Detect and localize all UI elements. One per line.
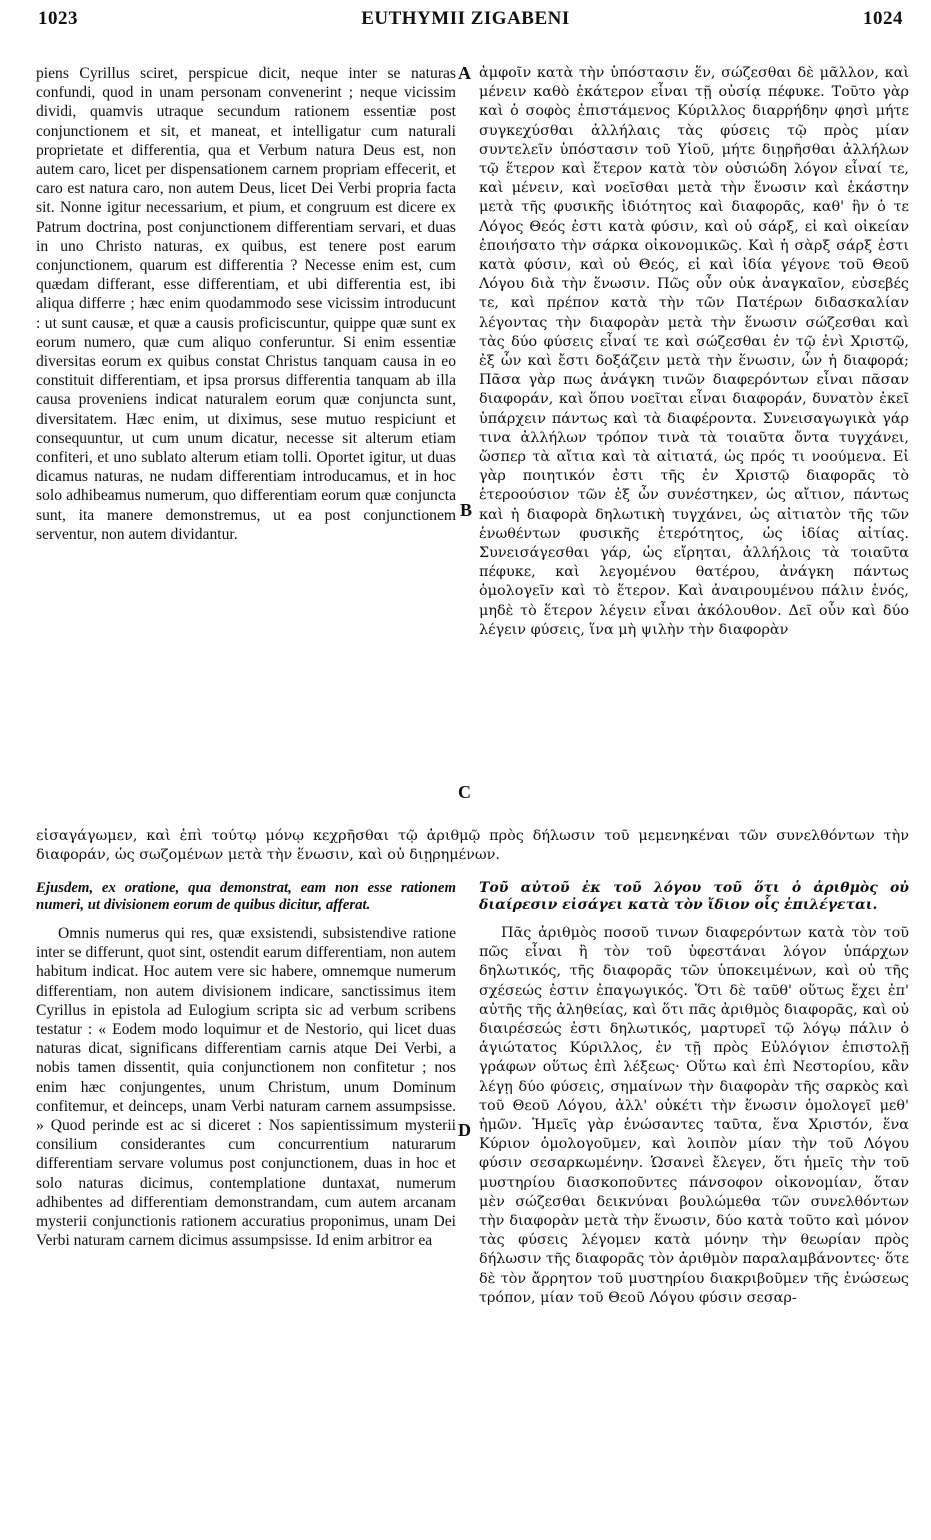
latin-column-bottom (36, 880, 456, 1530)
greek-text-top: ἀμφοῖν κατὰ τὴν ὑπόστασιν ἕν, σώζεσθαι δὲ μᾶλλον, καὶ μένειν καθὸ ἑκάτερον εἶναι τῇ οὐσίᾳ πέφυκε. Τοῦτο γὰρ καὶ ὁ σοφὸς ἐπιστάμενος Κύριλλος διαρρήδην φησὶ μήτε συγκεχύσθαι ἀλλήλαις τὰς φύσεις τῷ πρὸς μίαν συντελεῖν ὑπόστασιν τοῦ Υἱοῦ, μήτε διῃρῆσθαι ἀλλήλων τῷ ἕτερον καὶ ἕτερον κατὰ τὸν οὐσιώδη λόγον εἶναί τε, καὶ μένειν, καὶ νοεῖσθαι μετὰ τὴν ἕνωσιν καὶ ἑκάστην μετὰ τῆς φυσικῆς ἰδιότητος καὶ διαφορᾶς, καθ' ἣν ὁ τε Λόγος Θεός ἐστι κατὰ φύσιν, καὶ οὐ σάρξ, εἰ καὶ οἰκείαν ἐποιήσατο τὴν σάρκα οἰκονομικῶς. Καὶ ἡ σὰρξ σάρξ ἐστι κατὰ φύσιν, καὶ οὐ Θεός, εἰ καὶ ἰδία γέγονε τοῦ Θεοῦ Λόγου διὰ τὴν ἕνωσιν. Πῶς οὖν οὐκ ἀναγκαῖον, εὐσεβές τε, καὶ πρέπον κατὰ τὴν τῶν Πατέρων διδασκαλίαν λέγοντας τὴν διαφορὰν μετὰ τὴν ἕνωσιν σώζεσθαι καὶ τὰς δύο φύσεις εἶναί τε καὶ σώζεσθαι ἐν τῷ ἑνὶ Χριστῷ, ἐξ ὧν καὶ ἔστι δοξάζειν μετὰ τὴν ἕνωσιν, ὧν ἡ διαφορά; Πᾶσα γὰρ πως ἀνάγκη τινῶν διαφερόντων εἶναι πᾶσαν διαφοράν, καὶ ὅπου νοεῖται εἶναι διαφοράν, δυνατὸν ἐκεῖ ὑπάρχειν πάντως καὶ τὰ διαφέροντα. Συνεισαγωγικὰ γάρ τινα ἀλλήλων τρόπον τινὰ τὰ τοιαῦτα ὄντα τυγχάνει, ὥσπερ τὰ αἴτια καὶ τὰ αἰτιατά, ὡς πρός τι νοούμενα. Εἰ γὰρ ποιητικόν ἐστι τῆς ἐν Χριστῷ διαφορᾶς τὸ ἑτεροούσιον τῶν ἐξ ὧν συνέστηκεν, ὡς αἴτιον, πάντως καὶ ἡ διαφορὰ δηλωτικὴ τυγχάνει, ὡς αἰτιατὸν τῆς τῶν ἑνωθέντων φυσικῆς ἑτερότητος, ὡς ἰδίας αἰτίας. Συνεισάγεσθαι γάρ, ὡς εἴρηται, ἀλλήλοις τὰ τοιαῦτα πέφυκε, καὶ λεγομένου θατέρου, ἀνάγκη πάντως ὁμολογεῖν καὶ τὸ ἕτερον. Καὶ ἀναιρουμένου πάλιν ἑνός, μηδὲ τὸ ἕτερον λέγειν εἶναι ἀκόλουθον. Δεῖ οὖν καὶ δύο λέγειν φύσεις, ἵνα μὴ ψιλὴν τὴν διαφορὰν (479, 65, 909, 638)
greek-spanning-text: εἰσαγάγωμεν, καὶ ἐπὶ τούτῳ μόνῳ κεχρῆσθαι τῷ ἀριθμῷ πρὸς δήλωσιν τοῦ μεμενηκέναι τῶν συνελθόντων τὴν διαφοράν, ὡς σωζομένων μετὰ τὴν ἕνωσιν, καὶ οὐ διῃρημένων. (36, 828, 909, 864)
page-number-left: 1023 (38, 8, 78, 29)
page-number-right: 1024 (863, 8, 903, 29)
greek-text-bottom: Πᾶς ἀριθμὸς ποσοῦ τινων διαφερόντων κατὰ τὸν τοῦ πῶς εἶναι ἢ τὸν τοῦ ὑφεστάναι λόγον ὑπάρχων δηλωτικός, τῆς διαφορᾶς τῶν ὑποκειμένων, καὶ οὐ τῆς σχέσεώς ἐστιν ἐπαγωγικός. Ὅτι δὲ ταῦθ' οὕτως ἔχει ἐπ' αὐτῆς τῆς ἀληθείας, καὶ ὅτι πᾶς ἀριθμὸς διαφορᾶς, καὶ οὐ διαιρέσεώς ἐστι δηλωτικός, μαρτυρεῖ τῷ λόγῳ πάλιν ὁ ἁγιώτατος Κύριλλος, ἐν τῇ πρὸς Εὐλόγιον ἐπιστολῇ γράφων οὕτως ἐπὶ λέξεως· Οὕτω καὶ ἐπὶ Νεστορίου, κἂν λέγῃ δύο φύσεις, σημαίνων τὴν διαφορὰν τῆς σαρκὸς καὶ τοῦ Θεοῦ Λόγου, ἀλλ' οὐκέτι τὴν ἕνωσιν ὁμολογεῖ μεθ' ἡμῶν. Ἡμεῖς γὰρ ἑνώσαντες ταῦτα, ἕνα Χριστόν, ἕνα Κύριον ὁμολογοῦμεν, καὶ λοιπὸν μίαν τὴν τοῦ Λόγου φύσιν σεσαρκωμένην. Ὡσανεὶ ἔλεγεν, ὅτι ἡμεῖς τὴν τοῦ μυστηρίου διασκοποῦντες πάνσοφον οἰκονομίαν, ὅταν μὲν σώζεσθαι δεικνύναι βουλώμεθα τῶν συνελθόντων τὴν διαφορὰν μετὰ τὴν ἕνωσιν, δύο κατὰ τοῦτο καὶ μόνον τὰς φύσεις λέγομεν κατὰ μόνην τὴν θεωρίαν πρὸς δήλωσιν τῆς διαφορᾶς τὸν ἀριθμὸν παραλαμβάνοντες· ὅτε δὲ τὸν ἄρρητον τοῦ μυστηρίου διακριβοῦμεν τῆς ἑνώσεως τρόπον, μίαν τοῦ Θεοῦ Λόγου φύσιν σεσαρ- (479, 925, 909, 1306)
latin-section-heading: Ejusdem, ex oratione, qua demonstrat, eam non esse rationem numeri, ut divisionem eorum de quibus dicitur, afferat. (36, 880, 456, 913)
running-title: EUTHYMII ZIGABENI (361, 8, 570, 29)
margin-marker-d: D (458, 1120, 471, 1140)
greek-column-top (479, 64, 909, 830)
greek-section-heading: Τοῦ αὐτοῦ ἐκ τοῦ λόγου τοῦ ὅτι ὁ ἀριθμὸς οὐ διαίρεσιν εἰσάγει κατὰ τὸν ἴδιον οἷς ἐπιλέγεται. (479, 880, 909, 913)
margin-marker-b: B (460, 500, 473, 520)
margin-marker-a: A (458, 63, 471, 83)
latin-text-bottom: Omnis numerus qui res, quæ exsistendi, subsistendive ratione inter se differunt, quot sint, ostendit earum differentiam, non autem habitum indicat. Hoc autem vere sic habere, omnemque numerum differentiam, non autem divisionem indicare, sanctissimus item Cyrillus in epistola ad Eulogium scripta sic ad verbum scribens testatur : « Eodem modo loquimur et de Nestorio, qui licet duas naturas dicat, significans differentiam carnis atque Dei Verbi, a nobis tamen dissentit, quia conjunctionem non confitetur ; nos enim hæc conjungentes, unum Christum, unum Dominum confitemur, et deinceps, unam Verbi naturam carnem assumpsisse. » Quod perinde est ac si diceret : Nos sapientissimum mysterii consilium considerantes cum concurrentium naturarum differentiam servare volumus post conjunctionem, duas in hoc et solo naturas dicimus, contemplatione duntaxat, numerum adhibentes ad differentiam demonstrandam, cum autem arcanam mysterii conjunctionis rationem accuratius proponimus, unam Dei Verbi naturam carnem dicimus assumpsisse. Id enim arbitror ea (36, 925, 456, 1250)
latin-text-top: piens Cyrillus sciret, perspicue dicit, neque inter se naturas confundi, quod in unam personam convenerint ; neque vicissim dividi, quamvis utraque secundum rationem essentiæ post conjunctionem et sit, et maneat, et intelligatur cum naturali proprietate et differentia, qua et Verbum natura Deus est, non autem caro, licet per dispensationem carnem propriam effecerit, et caro est natura caro, non autem Deus, licet Dei Verbi propria facta sit. Nonne igitur necessarium, et pium, et congruum est dicere ex Patrum doctrina, post conjunctionem differentiam servari, et duas in uno Christo naturas, ex quibus, est tenere post earum conjunctionem, quarum est differentia ? Necesse enim est, cum quædam differant, esse differentiam, et ubi differentia est, ibi aliqua differre ; hæc enim quodammodo sese vicissim introducunt : ut sunt causæ, et quæ a causis proficiscuntur, quippe quæ sunt ex eorum numero, quæ cum aliquo conferuntur. Si enim essentiæ diversitas eorum ex quibus constat Christus tanquam causa in eo constituit differentiam, et ipsa prorsus differentia tanquam ab illa causa proveniens indicat naturalem eorum quæ conjuncta sunt, diversitatem. Hæc enim, ut diximus, sese mutuo respiciunt et consequuntur, ut cum unum dicatur, necesse sit alterum etiam confiteri, et uno sublato alterum etiam tolli. Oportet igitur, ut duas dicamus naturas, ne nudam differentiam introducamus, et in hoc solo adhibeamus numerum, quo differentiam eorum quæ conjuncta sunt, ita manere demonstremus, ut ea post conjunctionem serventur, non autem dividantur. (36, 65, 456, 543)
latin-column-top (36, 64, 456, 830)
greek-column-bottom (479, 880, 909, 1530)
margin-marker-c: C (458, 782, 471, 802)
